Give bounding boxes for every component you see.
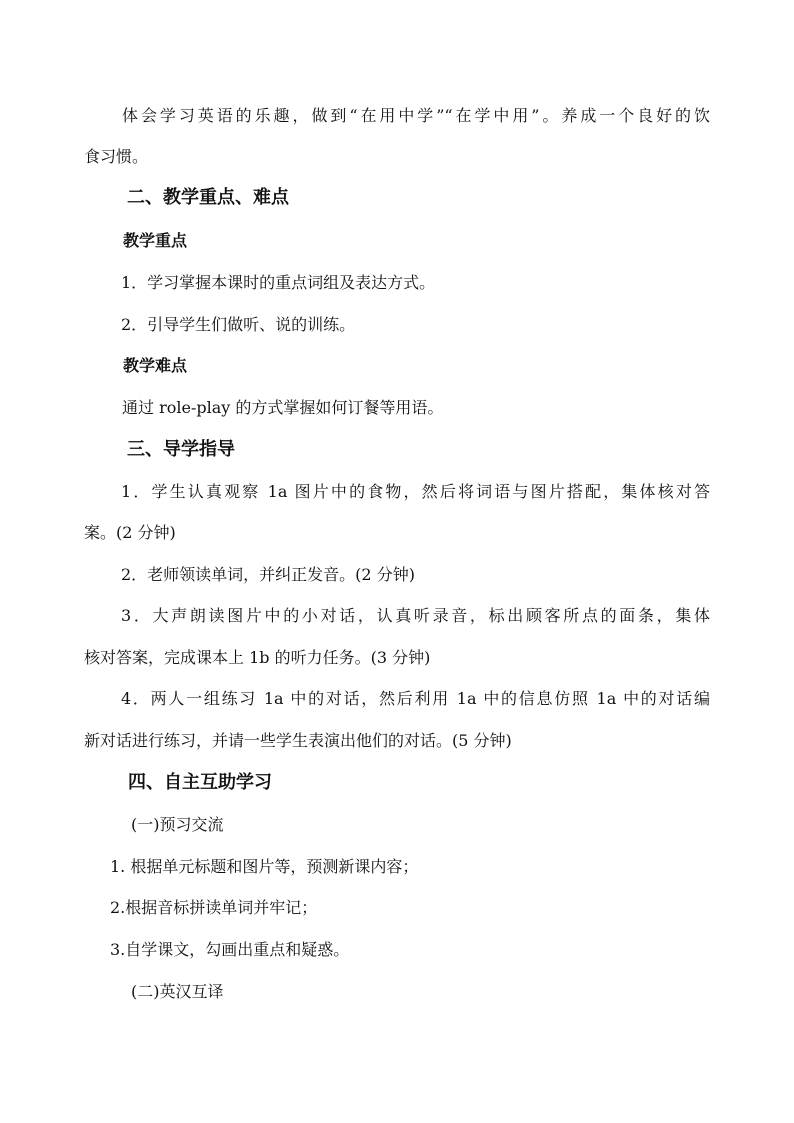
section-heading-key-difficult-points: 二、教学重点、难点	[127, 187, 289, 208]
preview-item-1: 1. 根据单元标题和图片等，预测新课内容；	[110, 857, 419, 876]
difficult-point-text: 通过 role-play 的方式掌握如何订餐等用语。	[122, 398, 444, 417]
guidance-step-3-line-1: 3．大声朗读图片中的小对话，认真听录音，标出顾客所点的面条，集体	[121, 606, 710, 625]
section-heading-self-study: 四、自主互助学习	[128, 772, 272, 793]
subheading-difficult-points: 教学难点	[123, 356, 188, 375]
guidance-step-2: 2．老师领读单词，并纠正发音。(2 分钟)	[121, 565, 415, 584]
preview-item-3: 3.自学课文，勾画出重点和疑惑。	[110, 940, 350, 959]
subsection-translation: (二)英汉互译	[131, 982, 224, 1001]
section-heading-guidance: 三、导学指导	[127, 439, 235, 460]
subheading-key-points: 教学重点	[123, 231, 188, 250]
subsection-preview: (一)预习交流	[131, 815, 224, 834]
key-point-item-2: 2．引导学生们做听、说的训练。	[121, 315, 356, 334]
guidance-step-3-line-2: 核对答案，完成课本上 1b 的听力任务。(3 分钟)	[84, 648, 431, 667]
guidance-step-1-line-1: 1．学生认真观察 1a 图片中的食物，然后将词语与图片搭配，集体核对答	[121, 482, 710, 501]
intro-text-line-2: 食习惯。	[84, 147, 149, 166]
guidance-step-1-line-2: 案。(2 分钟)	[84, 523, 176, 542]
intro-text-line-1: 体会学习英语的乐趣，做到“在用中学”“在学中用”。养成一个良好的饮	[122, 106, 710, 125]
guidance-step-4-line-1: 4．两人一组练习 1a 中的对话，然后利用 1a 中的信息仿照 1a 中的对话编	[121, 689, 710, 708]
preview-item-2: 2.根据音标拼读单词并牢记；	[110, 898, 318, 917]
guidance-step-4-line-2: 新对话进行练习，并请一些学生表演出他们的对话。(5 分钟)	[84, 731, 512, 750]
key-point-item-1: 1．学习掌握本课时的重点词组及表达方式。	[121, 273, 436, 292]
